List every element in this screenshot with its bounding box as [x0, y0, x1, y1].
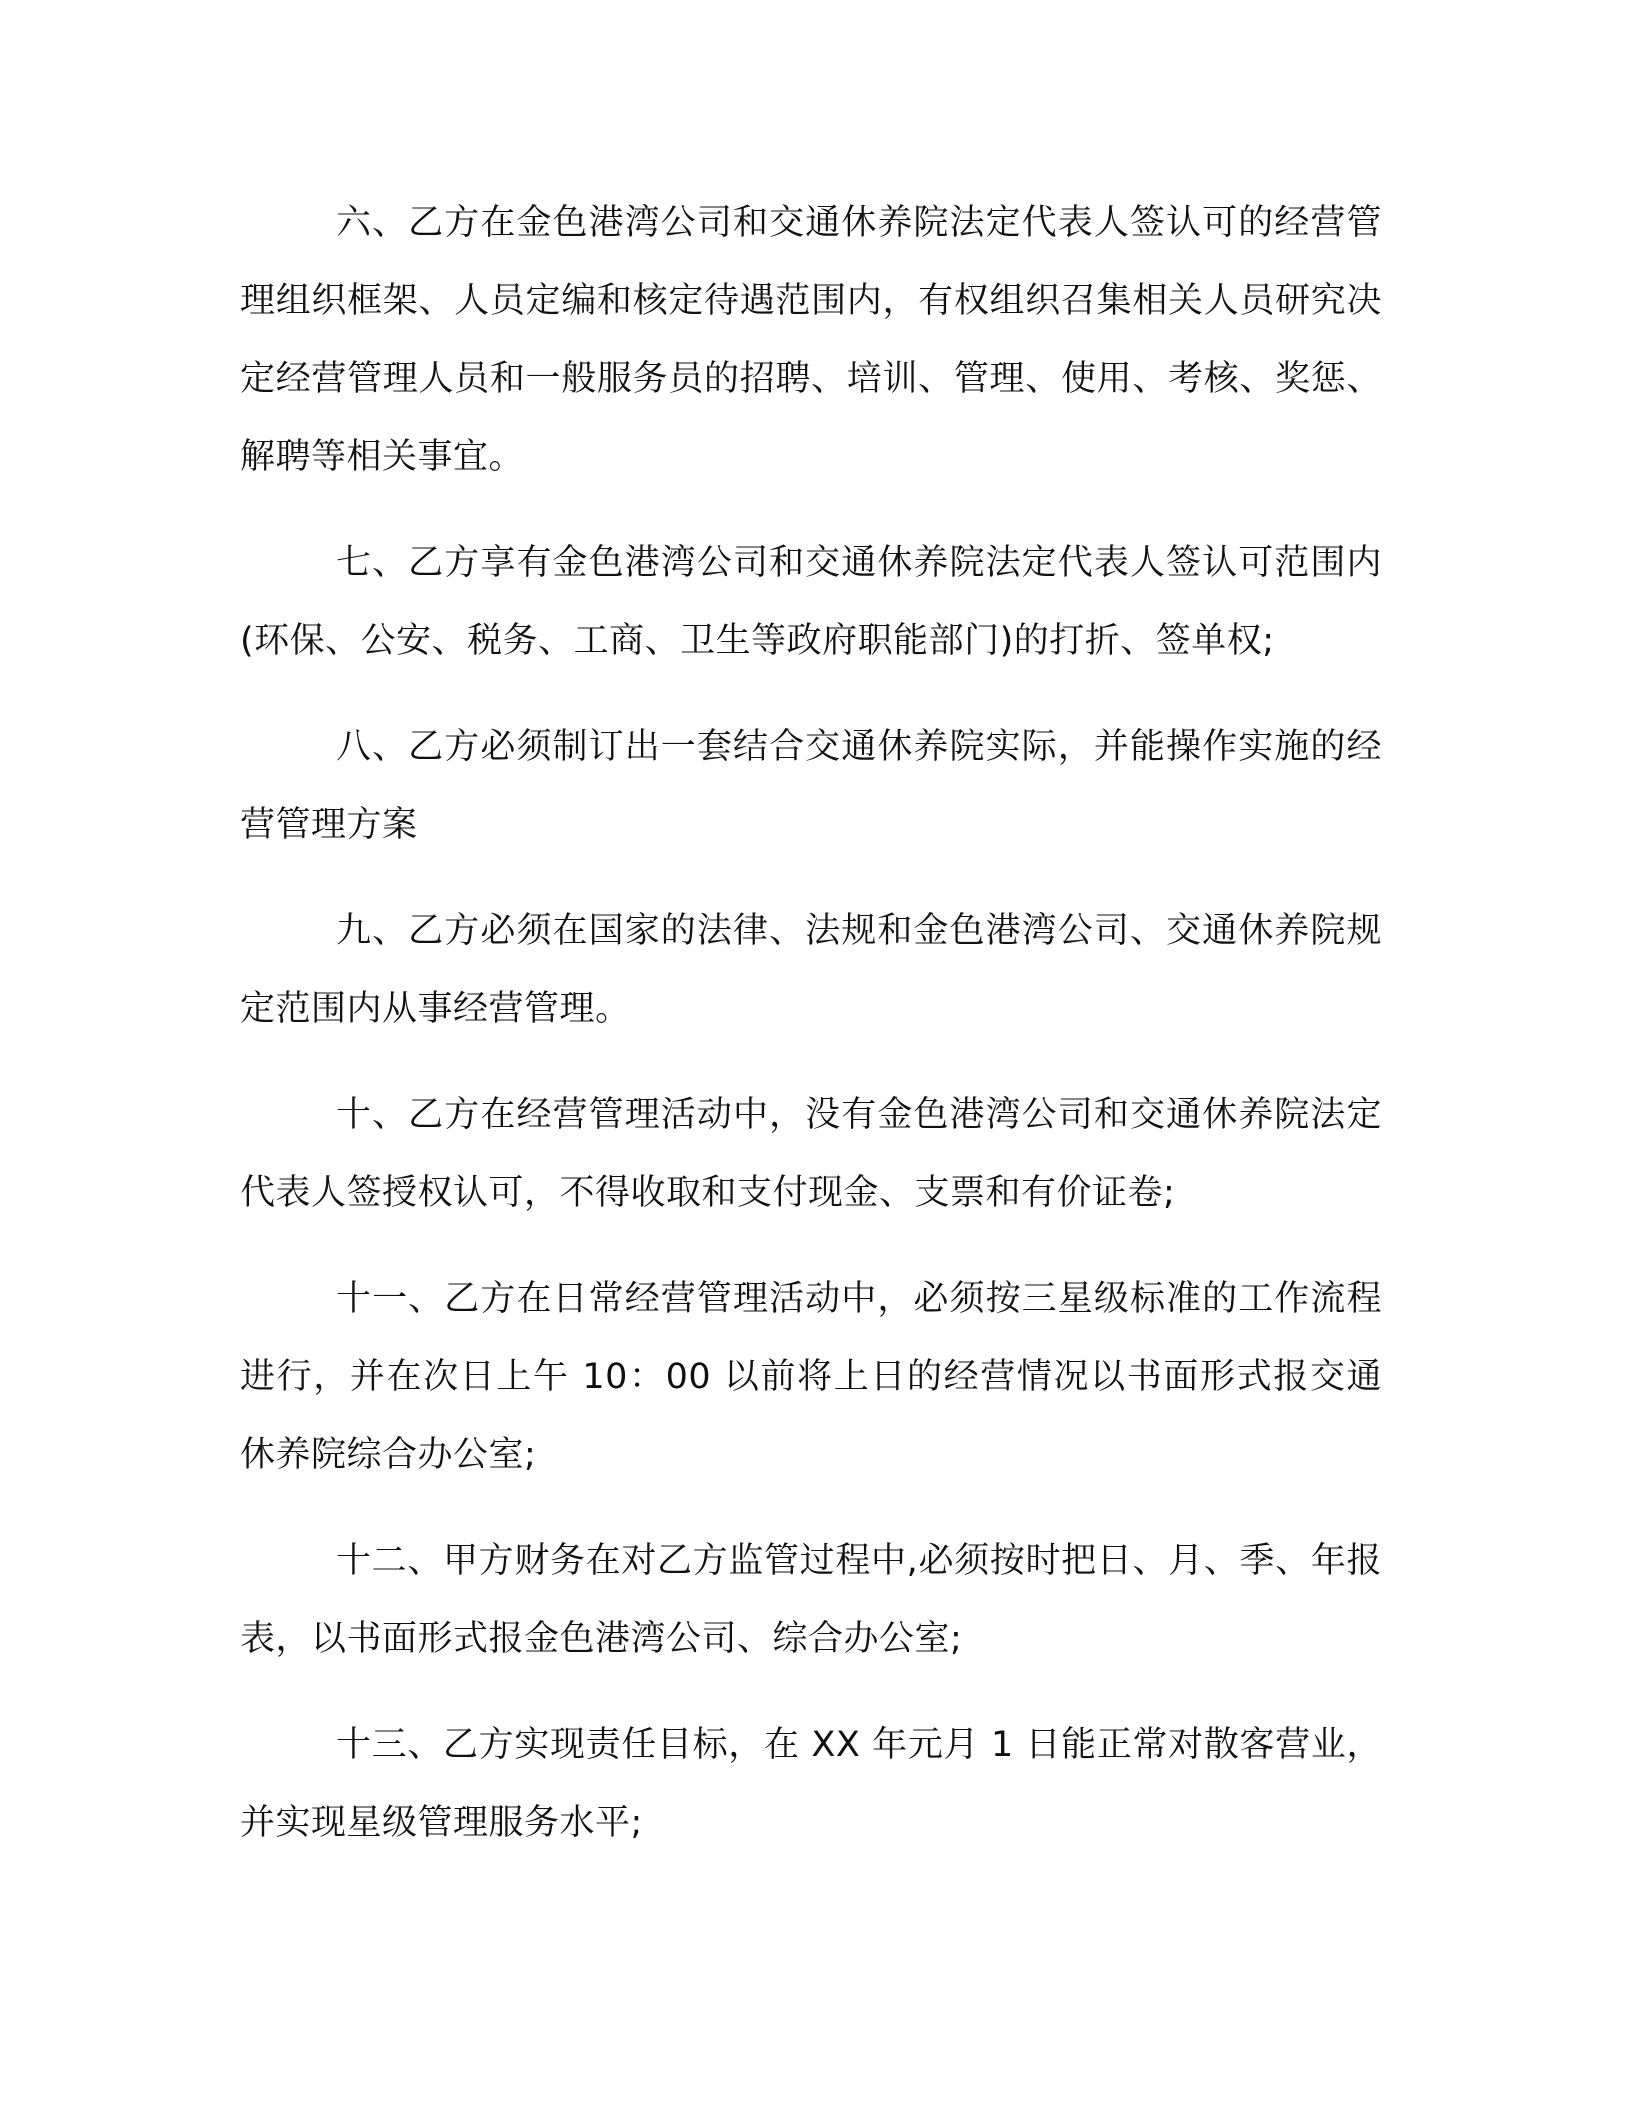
document-body: [240, 184, 1382, 1890]
clause-9: 九、乙方必须在国家的法律、法规和金色港湾公司、交通休养院规定范围内从事经营管理。: [240, 911, 1382, 1029]
clause-13: 十三、乙方实现责任目标，在 XX 年元月 1 日能正常对散客营业，并实现星级管理服务水平;: [240, 1725, 1382, 1843]
clause-7: 七、乙方享有金色港湾公司和交通休养院法定代表人签认可范围内(环保、公安、税务、工商、卫生等政府职能部门)的打折、签单权;: [240, 543, 1382, 661]
clause-12: 十二、甲方财务在对乙方监管过程中,必须按时把日、月、季、年报表，以书面形式报金色港湾公司、综合办公室;: [240, 1541, 1382, 1659]
clause-6: 六、乙方在金色港湾公司和交通休养院法定代表人签认可的经营管理组织框架、人员定编和核定待遇范围内，有权组织召集相关人员研究决定经营管理人员和一般服务员的招聘、培训、管理、使用、考核、奖惩、解聘等相关事宜。: [240, 203, 1382, 477]
clause-11: 十一、乙方在日常经营管理活动中，必须按三星级标准的工作流程进行，并在次日上午 10：00 以前将上日的经营情况以书面形式报交通休养院综合办公室;: [240, 1279, 1382, 1475]
clause-10: 十、乙方在经营管理活动中，没有金色港湾公司和交通休养院法定代表人签授权认可，不得收取和支付现金、支票和有价证卷;: [240, 1095, 1382, 1213]
clause-8: 八、乙方必须制订出一套结合交通休养院实际，并能操作实施的经营管理方案: [240, 727, 1382, 845]
